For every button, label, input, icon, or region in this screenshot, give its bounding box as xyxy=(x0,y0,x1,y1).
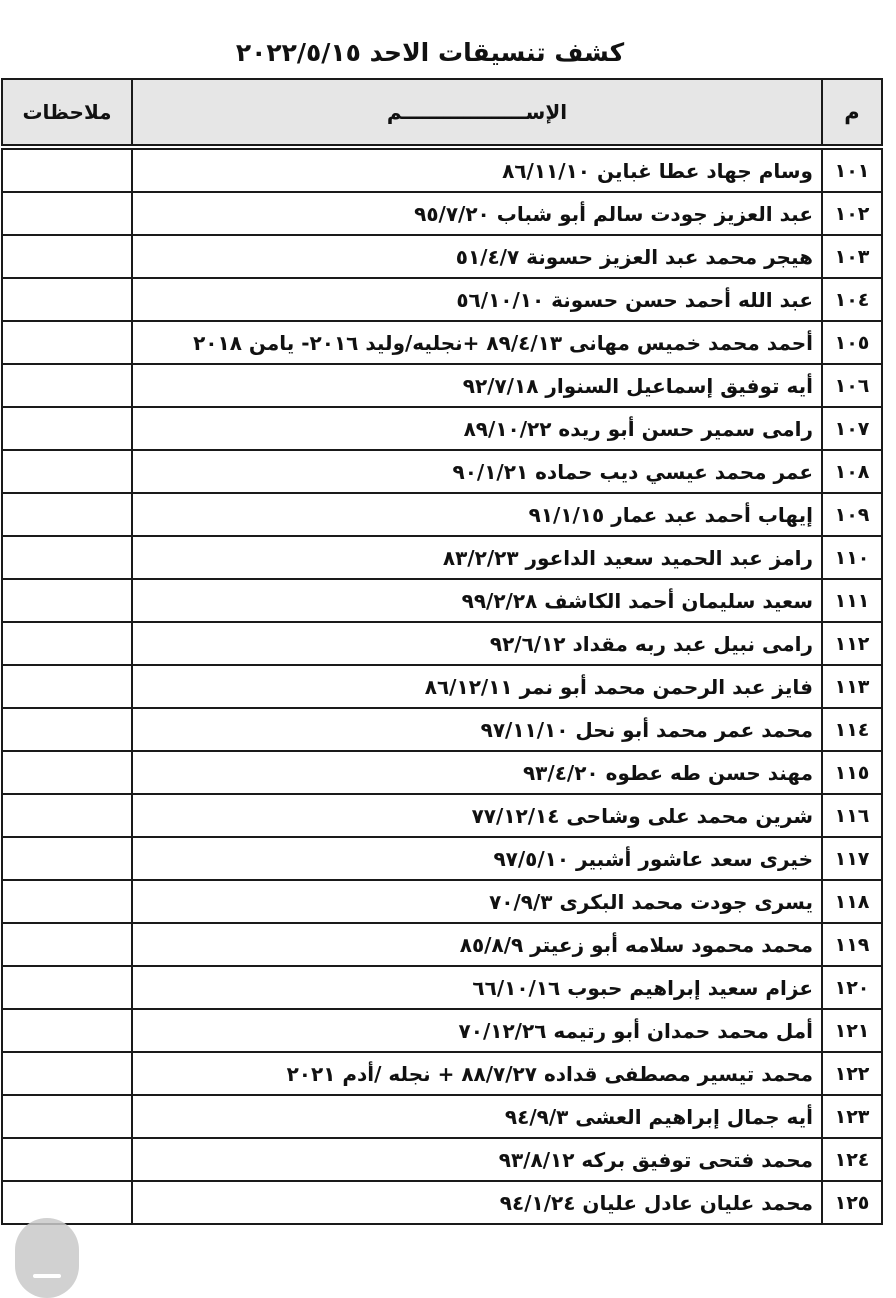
row-number-cell: ١١٣ xyxy=(822,665,882,708)
row-notes-cell xyxy=(2,147,132,192)
table-row xyxy=(2,880,882,923)
row-notes-cell xyxy=(2,1052,132,1095)
table-row xyxy=(2,837,882,880)
row-notes-cell xyxy=(2,493,132,536)
row-notes-cell xyxy=(2,536,132,579)
header-notes: ملاحظات xyxy=(2,79,132,147)
table-row xyxy=(2,235,882,278)
row-name-cell: عبد الله أحمد حسن حسونة ٥٦/١٠/١٠ xyxy=(132,278,822,321)
row-notes-cell xyxy=(2,278,132,321)
row-number-cell: ١١٠ xyxy=(822,536,882,579)
row-notes-cell xyxy=(2,1181,132,1224)
table-row xyxy=(2,794,882,837)
row-name-cell: عبد العزيز جودت سالم أبو شباب ٩٥/٧/٢٠ xyxy=(132,192,822,235)
row-number-cell: ١٠٨ xyxy=(822,450,882,493)
row-number-cell: ١٠٣ xyxy=(822,235,882,278)
handle-bar-icon xyxy=(33,1274,61,1278)
row-number-cell: ١١١ xyxy=(822,579,882,622)
table-row xyxy=(2,708,882,751)
row-name-cell: محمد محمود سلامه أبو زعيتر ٨٥/٨/٩ xyxy=(132,923,822,966)
row-notes-cell xyxy=(2,1009,132,1052)
row-number-cell: ١٠٦ xyxy=(822,364,882,407)
table-row xyxy=(2,622,882,665)
row-notes-cell xyxy=(2,235,132,278)
table-row xyxy=(2,278,882,321)
row-name-cell: أيه توفيق إسماعيل السنوار ٩٢/٧/١٨ xyxy=(132,364,822,407)
header-number: م xyxy=(822,79,882,147)
table-row xyxy=(2,751,882,794)
table-row xyxy=(2,192,882,235)
row-notes-cell xyxy=(2,966,132,1009)
row-name-cell: عمر محمد عيسي ديب حماده ٩٠/١/٢١ xyxy=(132,450,822,493)
table-row xyxy=(2,579,882,622)
row-notes-cell xyxy=(2,1138,132,1181)
row-name-cell: إيهاب أحمد عبد عمار ٩١/١/١٥ xyxy=(132,493,822,536)
row-name-cell: شرين محمد على وشاحى ٧٧/١٢/١٤ xyxy=(132,794,822,837)
row-name-cell: أيه جمال إبراهيم العشى ٩٤/٩/٣ xyxy=(132,1095,822,1138)
table-row xyxy=(2,1009,882,1052)
row-name-cell: محمد عمر محمد أبو نحل ٩٧/١١/١٠ xyxy=(132,708,822,751)
row-name-cell: هيجر محمد عبد العزيز حسونة ٥١/٤/٧ xyxy=(132,235,822,278)
row-number-cell: ١٠٥ xyxy=(822,321,882,364)
row-number-cell: ١٢٣ xyxy=(822,1095,882,1138)
row-number-cell: ١١٨ xyxy=(822,880,882,923)
row-number-cell: ١٠٧ xyxy=(822,407,882,450)
row-name-cell: محمد عليان عادل عليان ٩٤/١/٢٤ xyxy=(132,1181,822,1224)
row-notes-cell xyxy=(2,407,132,450)
row-notes-cell xyxy=(2,321,132,364)
table-row xyxy=(2,1138,882,1181)
table-row xyxy=(2,966,882,1009)
row-notes-cell xyxy=(2,579,132,622)
row-number-cell: ١٢٥ xyxy=(822,1181,882,1224)
row-number-cell: ١٠٩ xyxy=(822,493,882,536)
row-number-cell: ١٢٤ xyxy=(822,1138,882,1181)
row-notes-cell xyxy=(2,794,132,837)
table-row xyxy=(2,147,882,192)
row-number-cell: ١٠٤ xyxy=(822,278,882,321)
table-row xyxy=(2,1181,882,1224)
table-header xyxy=(2,79,882,147)
row-name-cell: محمد تيسير مصطفى قداده ٨٨/٧/٢٧ + نجله /أدم ٢٠٢١ xyxy=(132,1052,822,1095)
table-row xyxy=(2,665,882,708)
row-name-cell: وسام جهاد عطا غباين ٨٦/١١/١٠ xyxy=(132,147,822,192)
row-notes-cell xyxy=(2,450,132,493)
row-notes-cell xyxy=(2,751,132,794)
row-name-cell: يسرى جودت محمد البكرى ٧٠/٩/٣ xyxy=(132,880,822,923)
header-row xyxy=(2,79,882,147)
row-name-cell: أحمد محمد خميس مهانى ٨٩/٤/١٣ +نجليه/وليد ٢٠١٦- يامن ٢٠١٨ xyxy=(132,321,822,364)
table-row xyxy=(2,923,882,966)
names-table xyxy=(1,78,883,1225)
row-number-cell: ١١٦ xyxy=(822,794,882,837)
table-body xyxy=(2,147,882,1224)
row-name-cell: محمد فتحى توفيق بركه ٩٣/٨/١٢ xyxy=(132,1138,822,1181)
table-row xyxy=(2,364,882,407)
table-row xyxy=(2,450,882,493)
table-row xyxy=(2,407,882,450)
row-notes-cell xyxy=(2,923,132,966)
row-notes-cell xyxy=(2,622,132,665)
row-name-cell: رامى نبيل عبد ربه مقداد ٩٢/٦/١٢ xyxy=(132,622,822,665)
document-title: كشف تنسيقات الاحد ٢٠٢٢/٥/١٥ xyxy=(235,38,625,67)
row-name-cell: عزام سعيد إبراهيم حبوب ٦٦/١٠/١٦ xyxy=(132,966,822,1009)
row-name-cell: فايز عبد الرحمن محمد أبو نمر ٨٦/١٢/١١ xyxy=(132,665,822,708)
row-name-cell: أمل محمد حمدان أبو رتيمه ٧٠/١٢/٢٦ xyxy=(132,1009,822,1052)
row-name-cell: رامز عبد الحميد سعيد الداعور ٨٣/٢/٢٣ xyxy=(132,536,822,579)
table-row xyxy=(2,321,882,364)
row-notes-cell xyxy=(2,192,132,235)
table-row xyxy=(2,536,882,579)
row-notes-cell xyxy=(2,880,132,923)
row-number-cell: ١١٤ xyxy=(822,708,882,751)
row-notes-cell xyxy=(2,364,132,407)
table-row xyxy=(2,1052,882,1095)
row-notes-cell xyxy=(2,708,132,751)
row-number-cell: ١١٢ xyxy=(822,622,882,665)
row-number-cell: ١١٧ xyxy=(822,837,882,880)
table-row xyxy=(2,493,882,536)
row-notes-cell xyxy=(2,665,132,708)
table-row xyxy=(2,1095,882,1138)
row-number-cell: ١٢١ xyxy=(822,1009,882,1052)
row-number-cell: ١٢٠ xyxy=(822,966,882,1009)
row-number-cell: ١٠٢ xyxy=(822,192,882,235)
row-notes-cell xyxy=(2,837,132,880)
row-number-cell: ١٢٢ xyxy=(822,1052,882,1095)
row-name-cell: سعيد سليمان أحمد الكاشف ٩٩/٢/٢٨ xyxy=(132,579,822,622)
floating-handle-button[interactable] xyxy=(15,1218,79,1298)
row-name-cell: خيرى سعد عاشور أشبير ٩٧/٥/١٠ xyxy=(132,837,822,880)
row-notes-cell xyxy=(2,1095,132,1138)
row-number-cell: ١١٩ xyxy=(822,923,882,966)
row-name-cell: رامى سمير حسن أبو ريده ٨٩/١٠/٢٢ xyxy=(132,407,822,450)
row-number-cell: ١١٥ xyxy=(822,751,882,794)
row-name-cell: مهند حسن طه عطوه ٩٣/٤/٢٠ xyxy=(132,751,822,794)
row-number-cell: ١٠١ xyxy=(822,147,882,192)
header-name: الإســــــــــــــــــم xyxy=(132,79,822,147)
